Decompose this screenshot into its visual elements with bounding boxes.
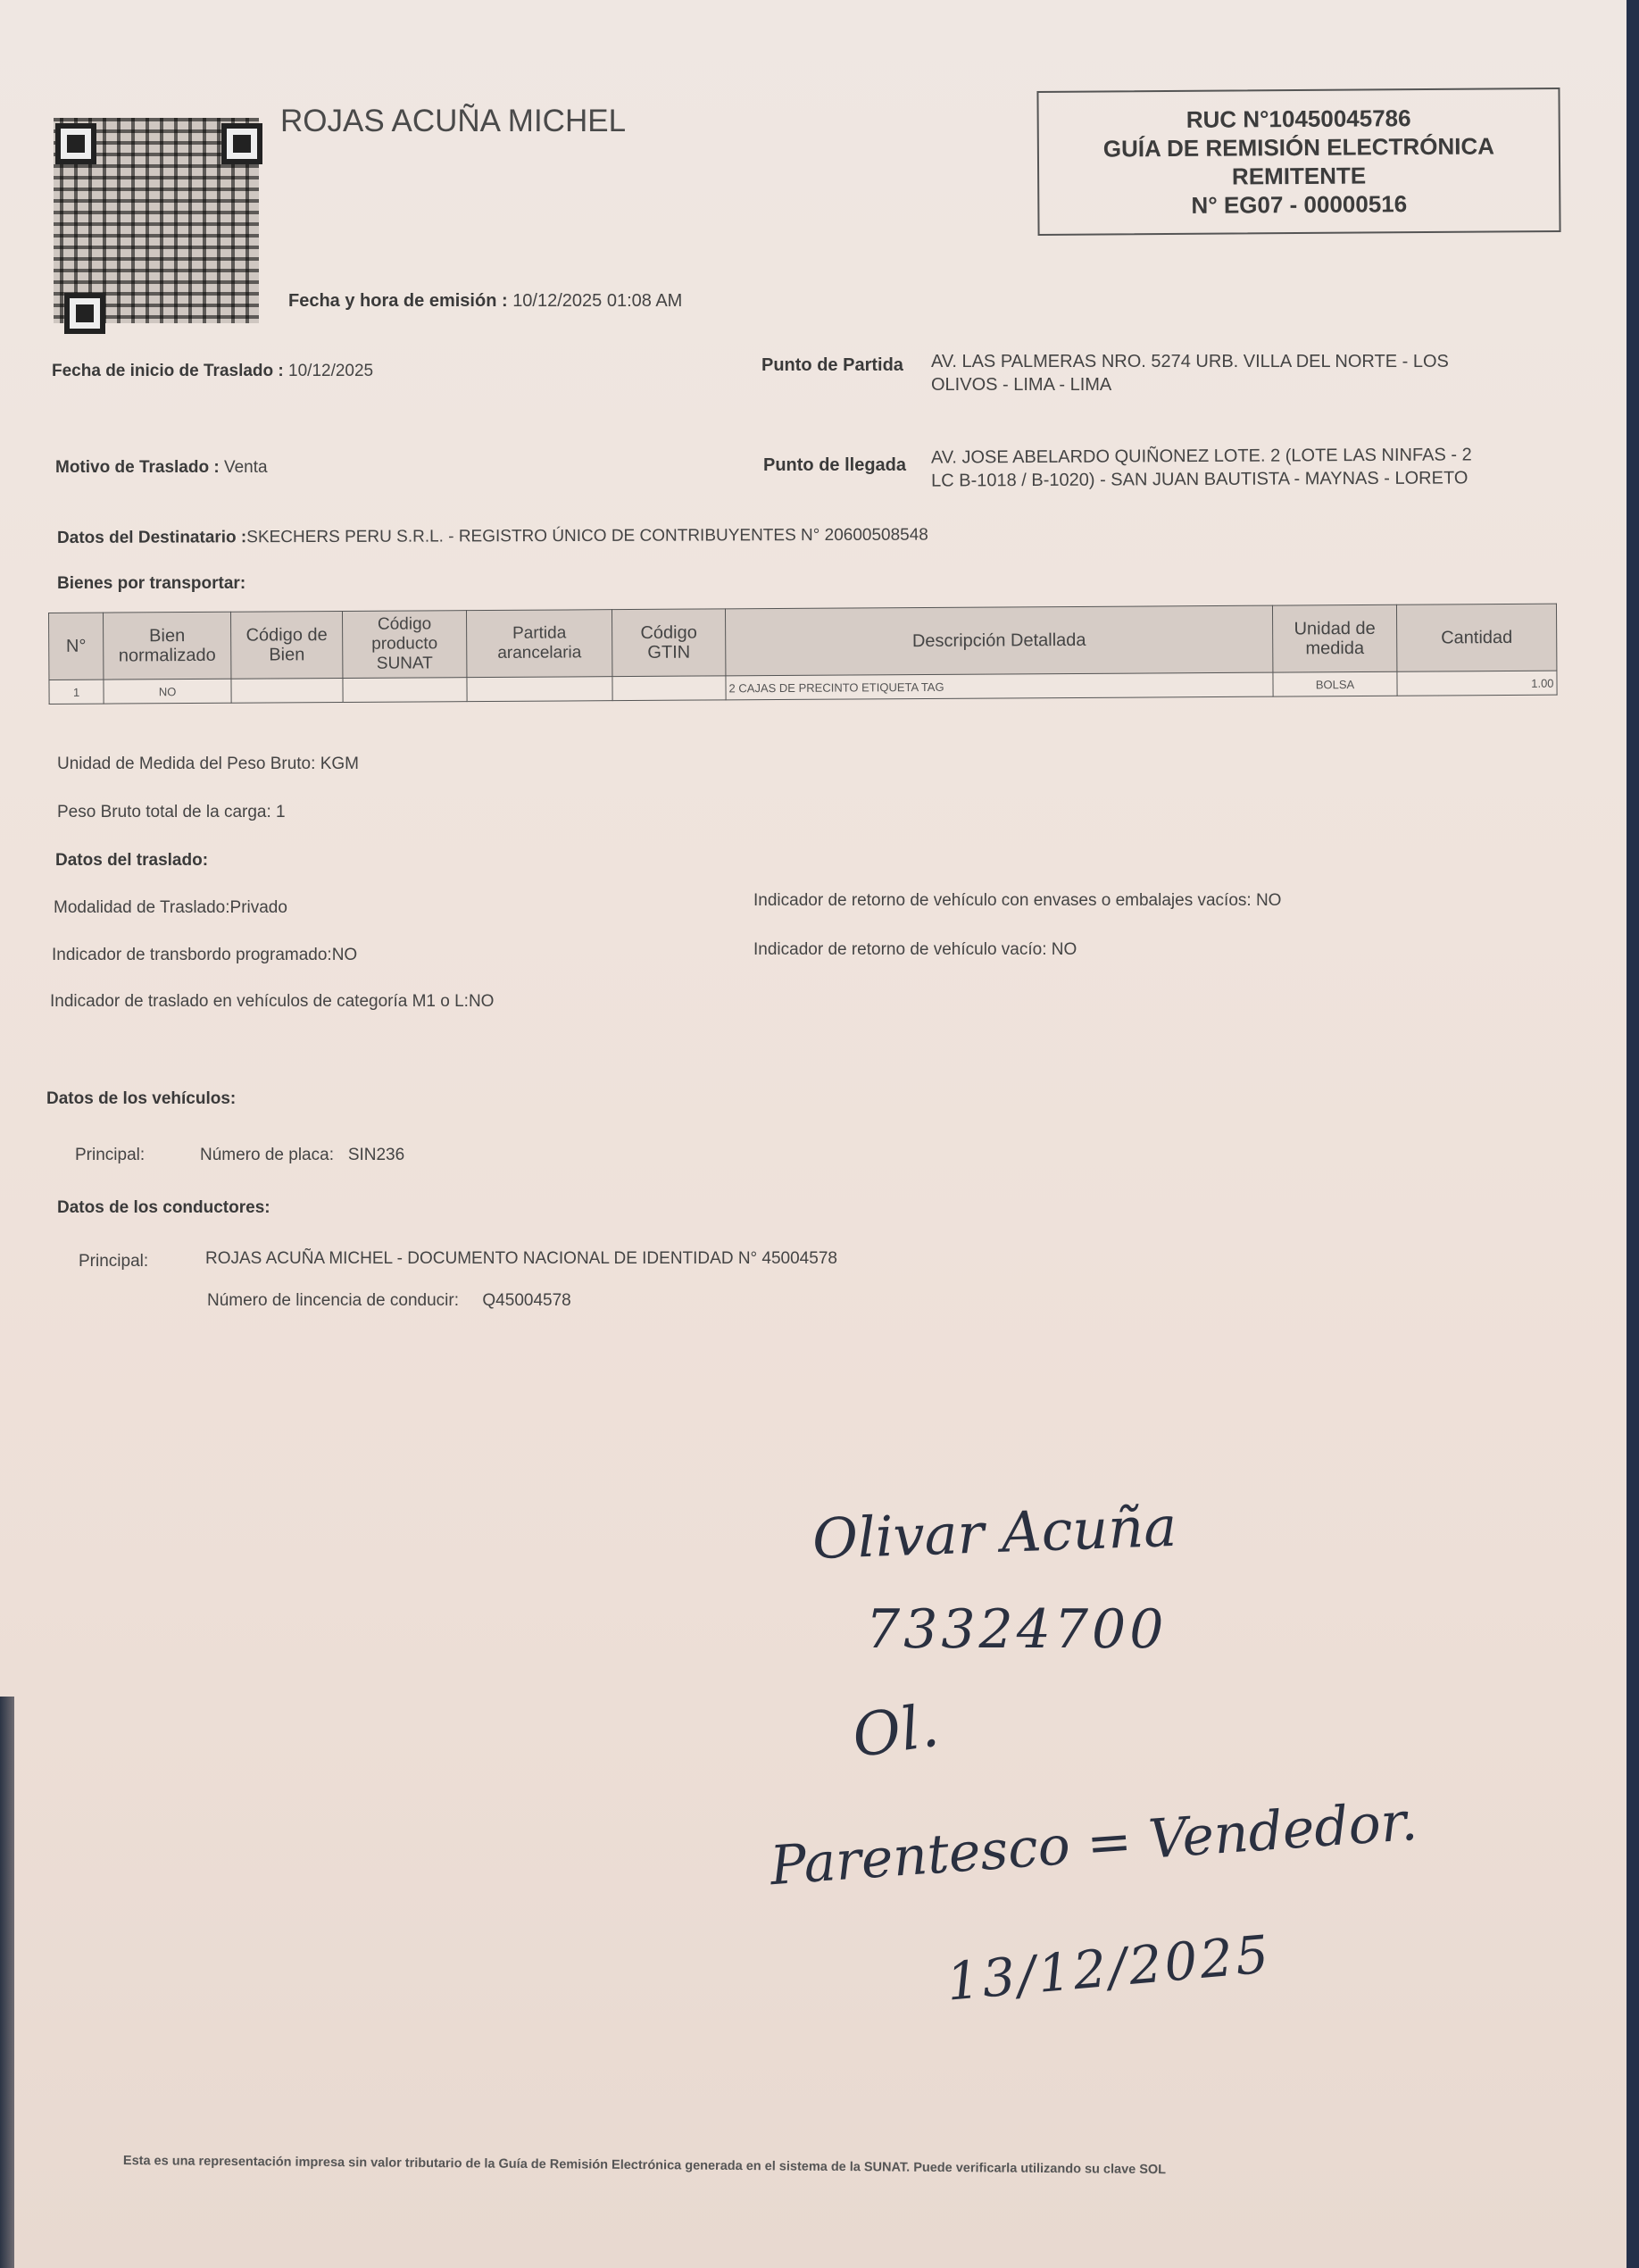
col-header-cantidad: Cantidad [1396,604,1556,671]
departure-label: Punto de Partida [761,355,903,375]
col-header-n: N° [49,613,104,680]
footer-disclaimer: Esta es una representación impresa sin valor tributario de la Guía de Remisión Electrónica generada en el sistema de la SUNAT. Puede verificarla utilizando su clave SOL [122,2154,1167,2178]
document-id-box [1036,88,1560,236]
ruc-number: RUC N°10450045786 [1186,104,1411,133]
col-header-codigo: Código de Bien [230,611,342,679]
vehicle-role: Principal: [75,1146,146,1164]
col-header-sunat: Código producto SUNAT [342,611,466,679]
goods-label: Bienes por transportar: [57,574,246,593]
driver-license: Número de lincencia de conducir: Q45004578 [207,1291,571,1310]
cell-n: 1 [49,680,104,704]
cell-gtin [612,676,726,701]
transshipment-indicator: Indicador de transbordo programado:NO [52,946,358,964]
qr-code [54,118,259,323]
departure-address: AV. LAS PALMERAS NRO. 5274 URB. VILLA DEL NORTE - LOS OLIVOS - LIMA - LIMA [931,352,1449,395]
driver-name: ROJAS ACUÑA MICHEL - DOCUMENTO NACIONAL DE IDENTIDAD N° 45004578 [205,1249,837,1268]
return-containers-indicator: Indicador de retorno de vehículo con envases o embalajes vacíos: NO [753,891,1282,910]
transfer-reason: Motivo de Traslado : Venta [55,458,268,477]
weight-total: Peso Bruto total de la carga: 1 [57,803,286,821]
background-edge-left [0,1697,14,2268]
transfer-modality: Modalidad de Traslado:Privado [54,898,287,917]
arrival-address: AV. JOSE ABELARDO QUIÑONEZ LOTE. 2 (LOTE LAS NINFAS - 2 LC B-1018 / B-1020) - SAN JUAN BAUTISTA - MAYNAS - LORETO [930,445,1472,491]
vehicle-plate: Número de placa: SIN236 [200,1146,405,1164]
document-subtype: REMITENTE [1231,162,1367,190]
handwritten-dni: 73324700 [866,1598,1168,1661]
cell-sunat [343,678,467,703]
col-header-bien: Bien normalizado [104,612,231,680]
arrival-label: Punto de llegada [763,455,907,475]
drivers-label: Datos de los conductores: [57,1198,270,1217]
qr-finder [64,293,105,334]
handwritten-name: Olivar Acuña [811,1493,1178,1572]
emission-date: Fecha y hora de emisión : 10/12/2025 01:08 AM [288,291,683,311]
m1-category-indicator: Indicador de traslado en vehículos de categoría M1 o L:NO [50,992,495,1011]
background-edge [1627,0,1639,2268]
return-empty-indicator: Indicador de retorno de vehículo vacío: NO [753,940,1077,959]
handwritten-date: 13/12/2025 [944,1923,1274,2013]
issuer-name: ROJAS ACUÑA MICHEL [280,104,627,138]
goods-table [48,604,1558,705]
weight-unit: Unidad de Medida del Peso Bruto: KGM [57,755,359,773]
document-number: N° EG07 - 00000516 [1191,190,1408,219]
vehicles-label: Datos de los vehículos: [46,1089,237,1108]
col-header-partida: Partida arancelaria [466,610,612,678]
cell-partida [467,677,612,702]
qr-finder [221,123,262,164]
document-type: GUÍA DE REMISIÓN ELECTRÓNICA [1102,132,1495,163]
start-date: Fecha de inicio de Traslado : 10/12/2025 [52,362,374,380]
handwritten-relation: Parentesco = Vendedor. [768,1789,1419,1898]
cell-unidad: BOLSA [1273,671,1397,696]
cell-bien: NO [104,679,231,704]
recipient: Datos del Destinatario :SKECHERS PERU S.R.L. - REGISTRO ÚNICO DE CONTRIBUYENTES N° 20600508548 [57,525,928,547]
col-header-unidad: Unidad de medida [1272,605,1396,672]
table-header-row [49,604,1557,680]
driver-role: Principal: [79,1252,149,1271]
cell-codigo [231,678,343,703]
transfer-data-label: Datos del traslado: [55,851,209,870]
cell-descripcion: 2 CAJAS DE PRECINTO ETIQUETA TAG [726,672,1273,700]
col-header-gtin: Código GTIN [612,609,725,677]
qr-finder [55,123,96,164]
handwritten-initials: Ol. [848,1690,944,1772]
col-header-descripcion: Descripción Detallada [725,605,1272,676]
cell-cantidad: 1.00 [1397,671,1557,696]
